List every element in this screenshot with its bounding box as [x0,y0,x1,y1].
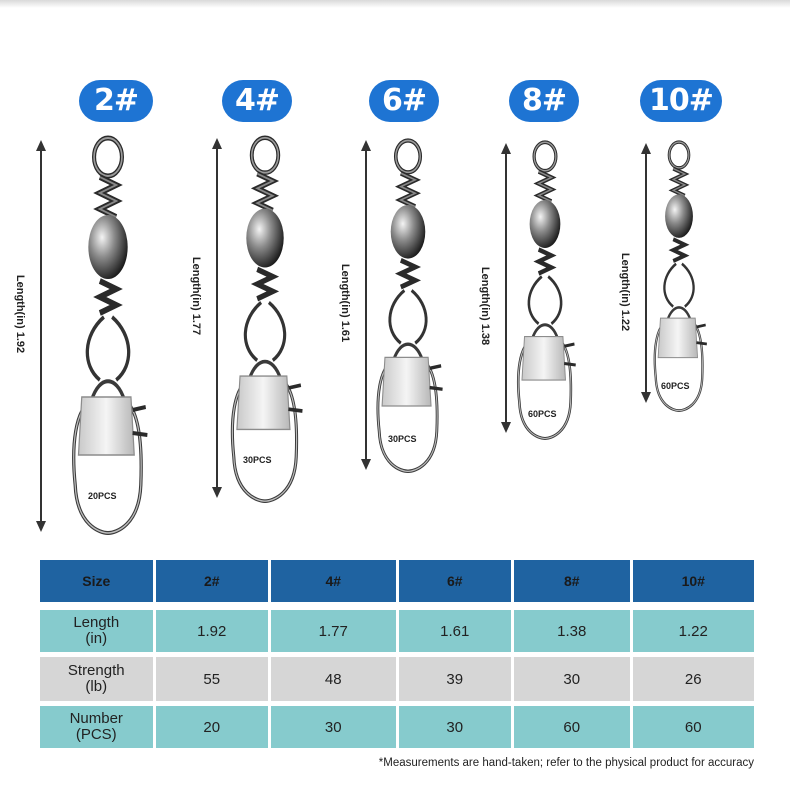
table-cell: 1.38 [514,610,630,652]
table-cell: 48 [271,657,395,701]
row-label-line: Length [73,614,120,631]
pcs-label-2: 20PCS [88,491,117,501]
table-cell: 26 [633,657,754,701]
size-badge-6: 6# [369,80,439,122]
header-cell-size: Size [40,560,153,602]
swivel-8-image [513,140,577,440]
table-cell: 30 [271,706,395,748]
pcs-label-6: 30PCS [388,434,417,444]
table-row-length [40,610,754,652]
table-header-row [40,560,754,602]
length-label-8: Length(in) 1.38 [479,266,492,346]
length-arrow-8 [501,143,511,433]
table-cell: 1.77 [271,610,395,652]
size-badge-4: 4# [222,80,292,122]
swivel-10-image [650,140,708,412]
table-cell: 55 [156,657,269,701]
length-arrow-4 [212,138,222,498]
table-cell: 1.92 [156,610,269,652]
pcs-label-8: 60PCS [528,409,557,419]
table-cell: 1.61 [399,610,512,652]
row-label [40,706,153,748]
row-label [40,610,153,652]
table-cell: 60 [514,706,630,748]
swivel-4-image [226,135,304,503]
length-label-6: Length(in) 1.61 [339,263,352,343]
table-row-number [40,706,754,748]
header-cell: 2# [156,560,269,602]
size-badge-8: 8# [509,80,579,122]
table-cell: 30 [399,706,512,748]
row-label-line: Number [69,710,123,727]
size-badge-2: 2# [79,80,153,122]
size-badge-10: 10# [640,80,722,122]
table-cell: 1.22 [633,610,754,652]
table-row-strength [40,657,754,701]
header-cell: 4# [271,560,395,602]
row-label-unit: (lb) [85,678,108,695]
length-label-2: Length(in) 1.92 [14,274,27,354]
length-label-4: Length(in) 1.77 [190,256,203,336]
top-divider [0,0,790,8]
header-cell: 10# [633,560,754,602]
table-cell: 60 [633,706,754,748]
length-label-10: Length(in) 1.22 [619,252,632,332]
swivel-2-image [67,135,149,535]
measurement-footnote: *Measurements are hand-taken; refer to the physical product for accuracy [378,757,754,769]
row-label-unit: (in) [85,630,108,647]
table-cell: 30 [514,657,630,701]
row-label [40,657,153,701]
pcs-label-4: 30PCS [243,455,272,465]
swivel-6-image [372,138,444,473]
table-cell: 39 [399,657,512,701]
length-arrow-2 [36,140,46,532]
header-cell: 8# [514,560,630,602]
row-label-unit: (PCS) [75,726,117,743]
length-arrow-6 [361,140,371,470]
pcs-label-10: 60PCS [661,381,690,391]
table-cell: 20 [156,706,269,748]
row-label-line: Strength [67,662,125,679]
header-cell: 6# [399,560,512,602]
